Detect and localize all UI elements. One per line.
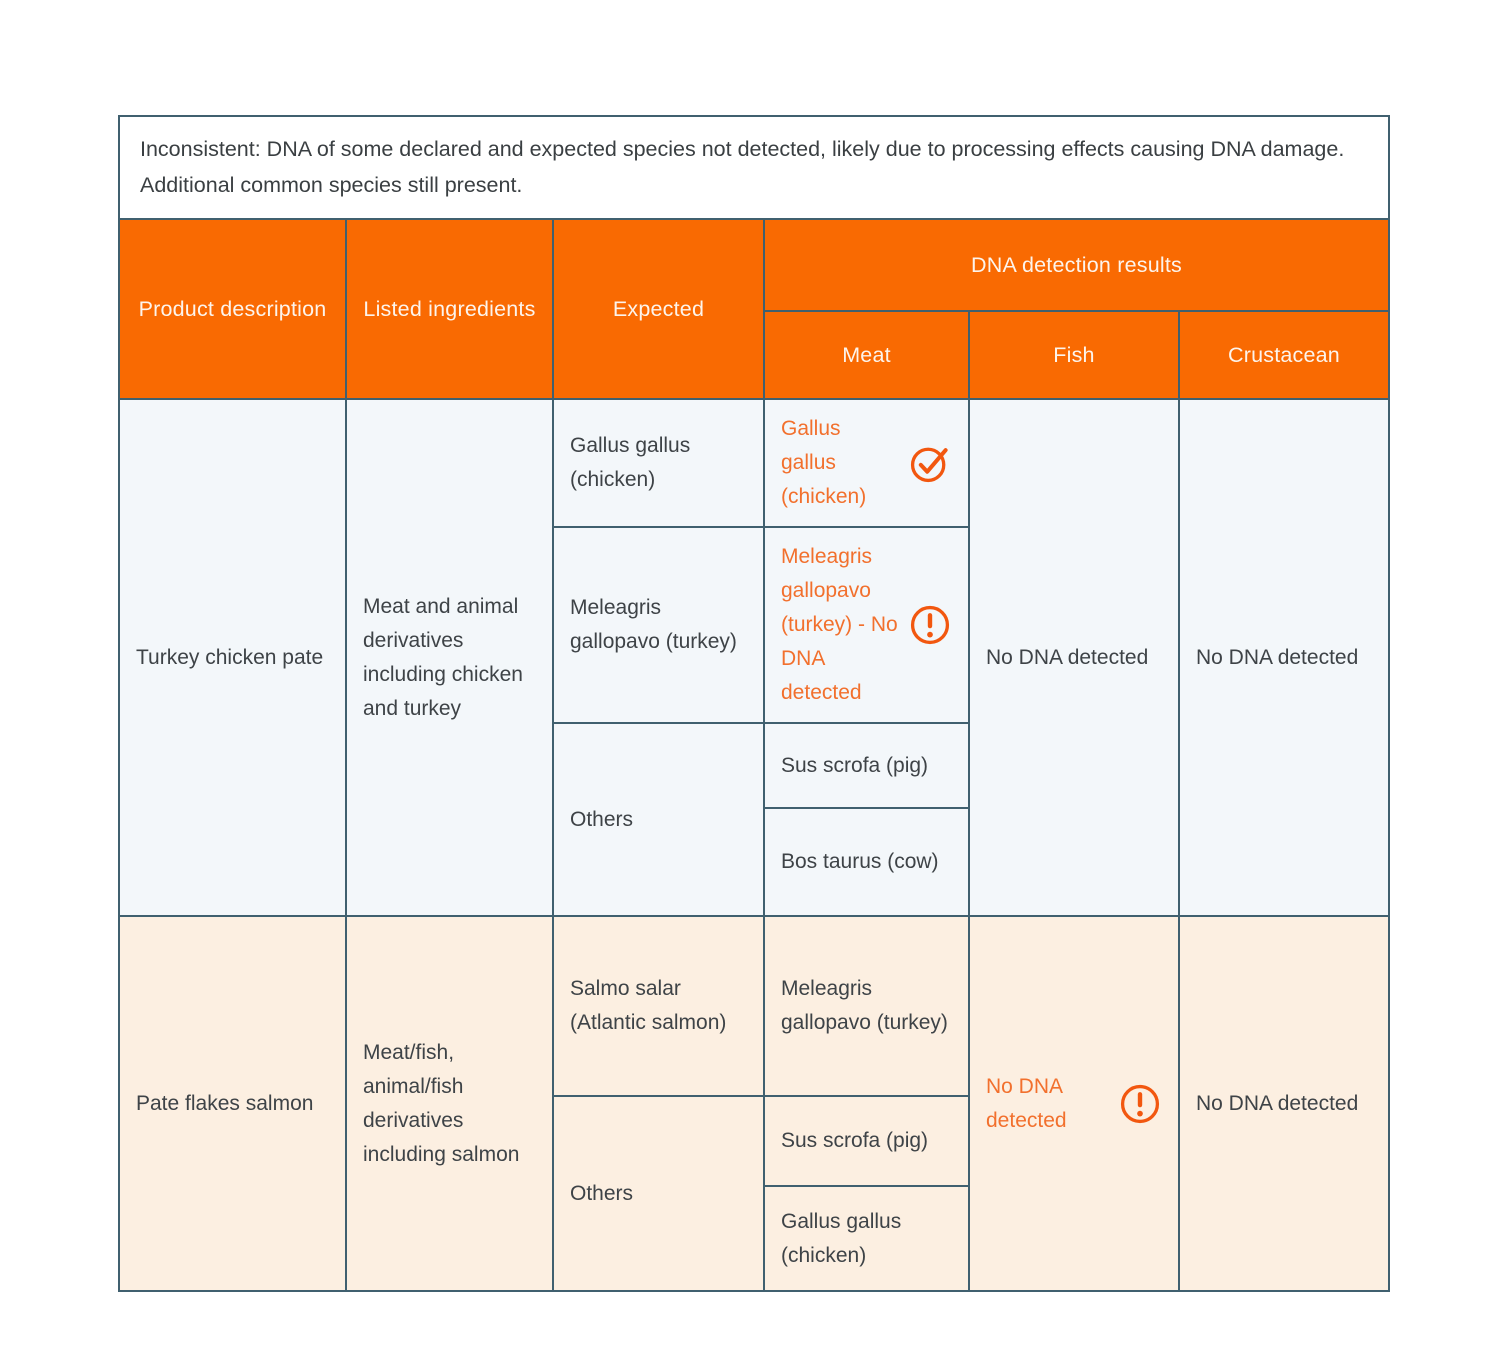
listed-ingredients: Meat/fish, animal/fish derivatives including salmon: [346, 916, 553, 1291]
table-caption: Inconsistent: DNA of some declared and expected species not detected, likely due to processing effects causing DNA damage. Additional common species still present.: [119, 116, 1389, 219]
alert-circle-icon: [908, 603, 952, 647]
expected-species: Salmo salar (Atlantic salmon): [553, 916, 764, 1096]
expected-species: Meleagris gallopavo (turkey): [553, 527, 764, 723]
expected-species-others: Others: [553, 723, 764, 916]
caption-row: [119, 116, 1389, 219]
listed-ingredients: Meat and animal derivatives including chicken and turkey: [346, 399, 553, 916]
product-name: Pate flakes salmon: [119, 916, 346, 1291]
product-name: Turkey chicken pate: [119, 399, 346, 916]
header-crustacean: Crustacean: [1179, 311, 1389, 399]
alert-circle-icon: [1118, 1082, 1162, 1126]
fish-result: No DNA detected: [969, 399, 1179, 916]
meat-result-other: Sus scrofa (pig): [764, 723, 969, 808]
check-circle-icon: [908, 441, 952, 485]
header-dna-detection-results: DNA detection results: [764, 219, 1389, 311]
header-expected: Expected: [553, 219, 764, 399]
fish-result-text: No DNA detected: [986, 1074, 1067, 1132]
dna-results-table-wrap: [118, 115, 1388, 1292]
meat-result-warning: [764, 527, 969, 723]
crustacean-result: No DNA detected: [1179, 399, 1389, 916]
table-row: [119, 916, 1389, 1096]
meat-result-other: Sus scrofa (pig): [764, 1096, 969, 1186]
header-row-top: [119, 219, 1389, 311]
header-product-description: Product description: [119, 219, 346, 399]
meat-result-other: Bos taurus (cow): [764, 808, 969, 916]
meat-result-text: Gallus gallus (chicken): [781, 417, 867, 509]
expected-species: Gallus gallus (chicken): [553, 399, 764, 527]
header-fish: Fish: [969, 311, 1179, 399]
dna-results-table: [118, 115, 1390, 1292]
expected-species-others: Others: [553, 1096, 764, 1291]
header-meat: Meat: [764, 311, 969, 399]
meat-result-other: Gallus gallus (chicken): [764, 1186, 969, 1291]
fish-result-warning: [969, 916, 1179, 1291]
crustacean-result: No DNA detected: [1179, 916, 1389, 1291]
meat-result-text: Meleagris gallopavo (turkey) - No DNA detected: [781, 545, 898, 705]
table-row: [119, 399, 1389, 527]
meat-result-other: Meleagris gallopavo (turkey): [764, 916, 969, 1096]
header-listed-ingredients: Listed ingredients: [346, 219, 553, 399]
meat-result-detected: [764, 399, 969, 527]
